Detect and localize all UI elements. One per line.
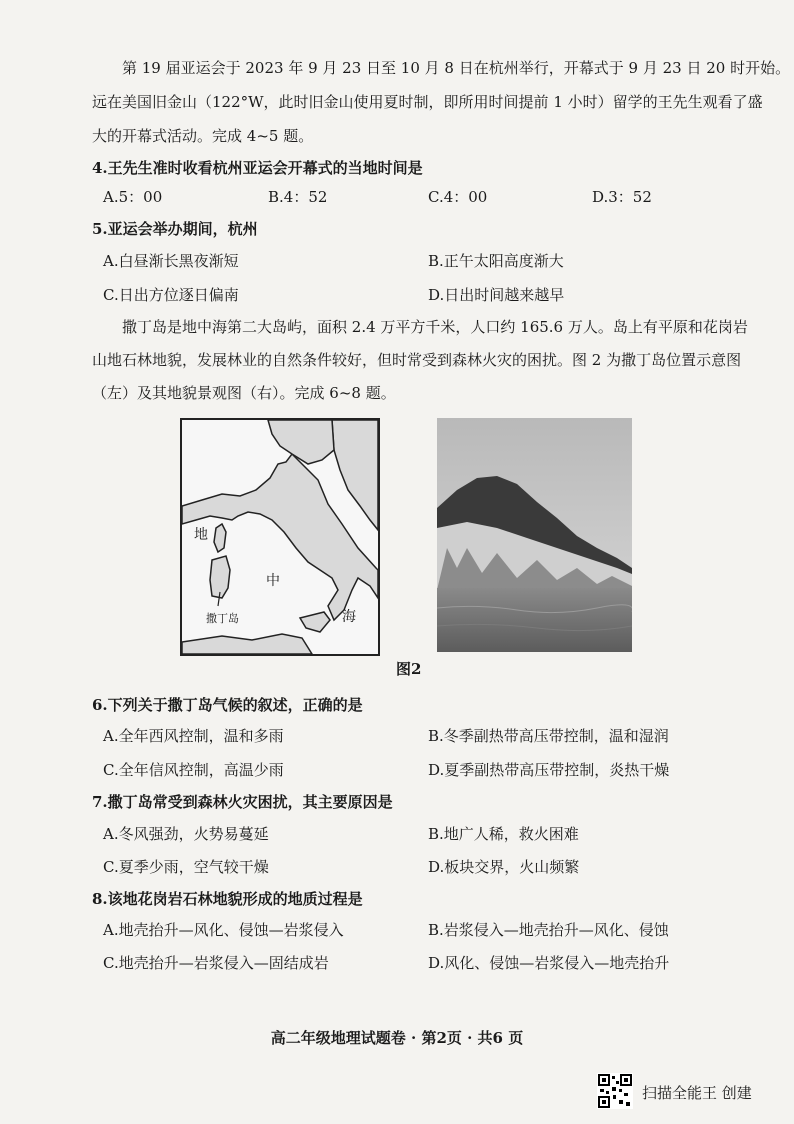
q8-option-d: D.风化、侵蚀—岩浆侵入—地壳抬升: [428, 954, 670, 972]
q5-stem: 5.亚运会举办期间，杭州: [92, 220, 258, 238]
q6-option-c: C.全年信风控制，高温少雨: [103, 761, 284, 779]
q5-option-a: A.白昼渐长黑夜渐短: [103, 252, 239, 270]
q4-option-c: C.4：00: [428, 188, 488, 206]
q4-stem: 4.王先生准时收看杭州亚运会开幕式的当地时间是: [92, 159, 423, 177]
photo-drawing: [437, 418, 632, 652]
q6-option-b: B.冬季副热带高压带控制，温和湿润: [428, 727, 669, 745]
sardinia: [210, 556, 230, 598]
intro2-line3: （左）及其地貌景观图（右）。完成 6~8 题。: [92, 384, 396, 402]
sardinia-landscape-photo: [437, 418, 632, 652]
q5-option-b: B.正午太阳高度渐大: [428, 252, 564, 270]
corsica: [214, 524, 226, 552]
sardinia-location-map: [180, 418, 380, 656]
q4-option-d: D.3：52: [592, 188, 652, 206]
q5-option-d: D.日出时间越来越早: [428, 286, 565, 304]
q7-option-d: D.板块交界，火山频繁: [428, 858, 580, 876]
intro2-line2: 山地石林地貌，发展林业的自然条件较好，但时常受到森林火灾的困扰。图 2 为撒丁岛位置示意图: [92, 351, 742, 369]
figure-caption: 图2: [396, 660, 422, 678]
map-label-di: 地: [194, 527, 208, 543]
intro2-line1: 撒丁岛是地中海第二大岛屿，面积 2.4 万平方千米，人口约 165.6 万人。岛上有平原和花岗岩: [122, 318, 748, 336]
q6-stem: 6.下列关于撒丁岛气候的叙述，正确的是: [92, 696, 363, 714]
q6-option-a: A.全年西风控制，温和多雨: [103, 727, 284, 745]
alps: [268, 420, 334, 464]
qr-code-icon: [597, 1073, 633, 1109]
intro1-line1: 第 19 届亚运会于 2023 年 9 月 23 日至 10 月 8 日在杭州举行，开幕式于 9 月 23 日 20 时开始。: [122, 59, 791, 77]
map-label-zhong: 中: [266, 573, 280, 589]
q4-option-b: B.4：52: [268, 188, 328, 206]
q7-option-b: B.地广人稀，救火困难: [428, 825, 579, 843]
scanner-watermark: 扫描全能王 创建: [642, 1084, 752, 1102]
q6-option-d: D.夏季副热带高压带控制，炎热干燥: [428, 761, 670, 779]
intro1-line3: 大的开幕式活动。完成 4~5 题。: [92, 127, 314, 145]
q7-option-c: C.夏季少雨，空气较干燥: [103, 858, 269, 876]
q8-option-b: B.岩浆侵入—地壳抬升—风化、侵蚀: [428, 921, 669, 939]
q4-option-a: A.5：00: [103, 188, 163, 206]
map-label-sardinia: 撒丁岛: [206, 612, 239, 625]
q8-stem: 8.该地花岗岩石林地貌形成的地质过程是: [92, 890, 363, 908]
intro1-line2: 远在美国旧金山（122°W，此时旧金山使用夏时制，即所用时间提前 1 小时）留学的王先生观看了盛: [92, 93, 763, 111]
q5-option-c: C.日出方位逐日偏南: [103, 286, 239, 304]
q8-option-a: A.地壳抬升—风化、侵蚀—岩浆侵入: [103, 921, 344, 939]
page-footer: 高二年级地理试题卷 · 第2页 · 共6 页: [270, 1029, 524, 1047]
map-label-hai: 海: [342, 609, 356, 625]
balkans: [332, 420, 378, 530]
sicily: [300, 612, 330, 632]
q7-stem: 7.撒丁岛常受到森林火灾困扰，其主要原因是: [92, 793, 393, 811]
q7-option-a: A.冬风强劲，火势易蔓延: [103, 825, 269, 843]
north-africa: [182, 634, 312, 654]
q8-option-c: C.地壳抬升—岩浆侵入—固结成岩: [103, 954, 329, 972]
